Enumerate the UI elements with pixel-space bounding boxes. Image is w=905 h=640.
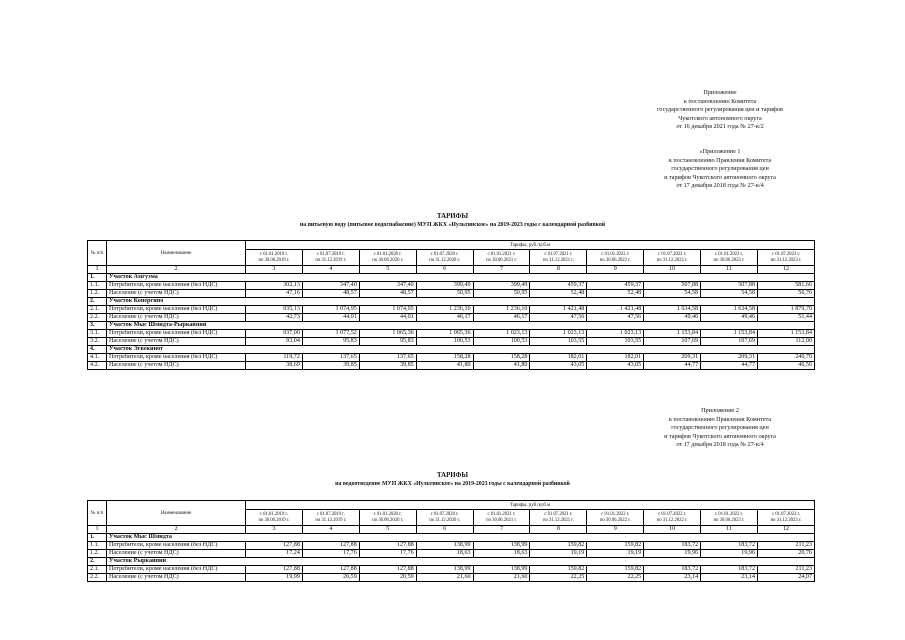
tariff-value: 1 065,36 — [416, 330, 473, 338]
appendix-line: Приложение 2 — [701, 407, 739, 414]
appendix-line: к постановлению Комитета — [683, 97, 757, 105]
column-index-row — [88, 266, 815, 274]
row-number: 3.1. — [88, 330, 107, 338]
section-title: Участок Мыс Шмидта-Рыркайпий — [107, 322, 815, 330]
tariff-value: 138,99 — [416, 566, 473, 574]
tariff-value: 107,69 — [644, 338, 701, 346]
tariff-value: 137,65 — [359, 354, 416, 362]
tariff-group-header: Тарифы, руб./куб.м — [246, 501, 815, 510]
tariff-value: 54,58 — [701, 290, 758, 298]
tariff-value: 39,85 — [302, 362, 359, 370]
period-header: с 01.07.2019 г. по 31.12.2019 г. — [302, 250, 359, 266]
tariff-value: 21,60 — [473, 574, 530, 582]
tariff-value: 93,04 — [246, 338, 303, 346]
index-cell: 8 — [530, 266, 587, 274]
table-row — [88, 314, 815, 322]
appendix-line: к постановлению Правления Комитета — [668, 415, 772, 423]
tariff-value: 1 421,48 — [587, 306, 644, 314]
section-row — [88, 346, 815, 354]
tariff-value: 119,72 — [246, 354, 303, 362]
tariff-value: 51,44 — [758, 314, 815, 322]
index-cell: 7 — [473, 266, 530, 274]
row-number: 1.1. — [88, 282, 107, 290]
column-index-row — [88, 526, 815, 534]
section-row — [88, 322, 815, 330]
tariff-value: 47,56 — [530, 314, 587, 322]
tariff-value: 43,05 — [530, 362, 587, 370]
tariff-value: 1 634,58 — [701, 306, 758, 314]
tariff-value: 183,72 — [644, 566, 701, 574]
index-cell: 4 — [302, 266, 359, 274]
tariff-value: 49,46 — [644, 314, 701, 322]
tariff-value: 100,53 — [473, 338, 530, 346]
index-cell: 12 — [758, 526, 815, 534]
tariff-value: 209,31 — [644, 354, 701, 362]
table-row — [88, 362, 815, 370]
row-number: 1.1. — [88, 542, 107, 550]
tariff-value: 17,24 — [246, 550, 303, 558]
tariff-value: 1 153,84 — [644, 330, 701, 338]
row-name: Потребители, кроме населения (без НДС) — [107, 306, 246, 314]
index-cell: 10 — [644, 266, 701, 274]
period-header: с 01.01.2021 г. по 30.06.2021 г. — [473, 250, 530, 266]
table-row — [88, 354, 815, 362]
appendix1-note — [625, 148, 815, 191]
tariff-value: 211,23 — [758, 542, 815, 550]
appendix-line: государственного регулирования цен — [671, 165, 769, 173]
tariff-value: 52,48 — [587, 290, 644, 298]
appendix-line: государственного регулирования цен — [671, 424, 769, 432]
index-cell: 5 — [359, 266, 416, 274]
appendix-line: государственного регулирования цен и тарифов — [657, 106, 783, 114]
appendix-line: и тарифов Чукотского автономного округа — [664, 432, 776, 440]
tariff-value: 54,58 — [644, 290, 701, 298]
sewerage-tariff-table — [87, 500, 815, 582]
period-header: с 01.01.2023 г. по 30.06.2023 г. — [701, 510, 758, 526]
table-row — [88, 566, 815, 574]
col-name-header: Наименование — [107, 501, 246, 526]
tariff-value: 1 236,10 — [416, 306, 473, 314]
col-name-header: Наименование — [107, 241, 246, 266]
row-number: 2.2. — [88, 574, 107, 582]
appendix2-note — [625, 407, 815, 450]
appendix-line: от 17 декабря 2018 года № 27-к/4 — [676, 182, 764, 190]
tariff-value: 1 153,84 — [758, 330, 815, 338]
tariff-value: 48,57 — [359, 290, 416, 298]
tariff-value: 22,25 — [530, 574, 587, 582]
tariff-value: 17,76 — [302, 550, 359, 558]
row-number: 1.2. — [88, 550, 107, 558]
tariff-value: 23,14 — [701, 574, 758, 582]
row-name: Население (с учетом НДС) — [107, 362, 246, 370]
period-header: с 01.01.2022 г. по 30.06.2022 г. — [587, 250, 644, 266]
period-header: с 01.01.2020 г. по 30.06.2020 г. — [359, 250, 416, 266]
index-cell: 3 — [246, 266, 303, 274]
index-cell: 8 — [530, 526, 587, 534]
tariff-value: 20,59 — [302, 574, 359, 582]
row-number: 3. — [88, 322, 107, 330]
index-cell: 4 — [302, 526, 359, 534]
tariff-value: 1 023,13 — [530, 330, 587, 338]
tariff-value: 127,88 — [302, 542, 359, 550]
tariff-value: 158,28 — [416, 354, 473, 362]
tariff-value: 48,57 — [302, 290, 359, 298]
index-cell: 2 — [107, 526, 246, 534]
appendix-line: Приложение — [703, 89, 737, 96]
tariff-value: 159,82 — [587, 566, 644, 574]
tariff-value: 44,77 — [701, 362, 758, 370]
period-header: с 01.07.2021 г. по 31.12.2021 г. — [530, 510, 587, 526]
period-header: с 01.01.2021 г. по 30.06.2021 г. — [473, 510, 530, 526]
tariff-value: 47,56 — [587, 314, 644, 322]
index-cell: 1 — [88, 266, 107, 274]
tariff-value: 937,00 — [246, 330, 303, 338]
tariff-value: 46,17 — [416, 314, 473, 322]
index-cell: 6 — [416, 526, 473, 534]
tariff-value: 44,01 — [359, 314, 416, 322]
tariff-value: 347,40 — [302, 282, 359, 290]
appendix-line: и тарифов Чукотского автономного округа — [664, 173, 776, 181]
table-row — [88, 290, 815, 298]
tariff-value: 21,60 — [416, 574, 473, 582]
tariff-value: 127,88 — [246, 542, 303, 550]
row-name: Потребители, кроме населения (без НДС) — [107, 330, 246, 338]
index-cell: 11 — [701, 526, 758, 534]
period-header: с 01.01.2022 г. по 30.06.2022 г. — [587, 510, 644, 526]
table1-subtitle: на питьевую воду (питьевое водоснабжение) МУП ЖКХ «Иультинское» на 2019-2023 годы с календарной разбивкой — [299, 222, 606, 228]
period-header: с 01.07.2022 г. по 31.12.2022 г. — [644, 510, 701, 526]
appendix-top-note — [625, 89, 815, 132]
section-row — [88, 558, 815, 566]
tariff-value: 38,69 — [246, 362, 303, 370]
section-title: Участок Мыс Шмидта — [107, 534, 815, 542]
tariff-value: 46,56 — [758, 362, 815, 370]
tariff-value: 103,55 — [530, 338, 587, 346]
table1-heading — [0, 212, 905, 229]
index-cell: 9 — [587, 526, 644, 534]
row-name: Население (с учетом НДС) — [107, 550, 246, 558]
tariff-value: 1 153,84 — [701, 330, 758, 338]
tariff-value: 138,99 — [416, 542, 473, 550]
tariff-value: 1 077,52 — [302, 330, 359, 338]
row-number: 4. — [88, 346, 107, 354]
tariff-value: 159,82 — [587, 542, 644, 550]
period-header: с 01.07.2019 г. по 31.12.2019 г. — [302, 510, 359, 526]
index-cell: 12 — [758, 266, 815, 274]
row-number: 2.1. — [88, 306, 107, 314]
table2-heading — [0, 471, 905, 488]
index-cell: 7 — [473, 526, 530, 534]
tariff-value: 240,70 — [758, 354, 815, 362]
period-header: с 01.07.2023 г. по 31.12.2023 г. — [758, 250, 815, 266]
tariff-value: 581,66 — [758, 282, 815, 290]
period-header: с 01.07.2023 г. по 31.12.2023 г. — [758, 510, 815, 526]
row-name: Потребители, кроме населения (без НДС) — [107, 566, 246, 574]
tariff-value: 49,46 — [701, 314, 758, 322]
row-number: 4.2. — [88, 362, 107, 370]
tariff-value: 1 023,13 — [473, 330, 530, 338]
tariff-value: 1 879,70 — [758, 306, 815, 314]
tariff-value: 138,99 — [473, 566, 530, 574]
tariff-value: 507,88 — [701, 282, 758, 290]
table2-title: ТАРИФЫ — [436, 472, 469, 479]
tariff-value: 107,69 — [701, 338, 758, 346]
tariff-value: 22,25 — [587, 574, 644, 582]
tariff-value: 1 023,13 — [587, 330, 644, 338]
row-name: Население (с учетом НДС) — [107, 314, 246, 322]
tariff-value: 103,55 — [587, 338, 644, 346]
row-name: Население (с учетом НДС) — [107, 290, 246, 298]
tariff-value: 19,96 — [644, 550, 701, 558]
tariff-value: 19,19 — [530, 550, 587, 558]
water-tariff-table — [87, 240, 815, 370]
row-number: 2.2. — [88, 314, 107, 322]
table2-subtitle: на водоотведение МУП ЖКХ «Иультинское» на 2019-2023 годы с календарной разбивкой — [335, 481, 570, 487]
row-number: 1.2. — [88, 290, 107, 298]
tariff-value: 95,83 — [359, 338, 416, 346]
tariff-value: 56,76 — [758, 290, 815, 298]
tariff-value: 41,80 — [473, 362, 530, 370]
tariff-value: 211,23 — [758, 566, 815, 574]
section-row — [88, 298, 815, 306]
table-row — [88, 338, 815, 346]
section-row — [88, 274, 815, 282]
tariff-value: 459,37 — [530, 282, 587, 290]
table1-body — [88, 274, 815, 370]
tariff-value: 43,05 — [587, 362, 644, 370]
tariff-value: 95,83 — [302, 338, 359, 346]
tariff-value: 507,88 — [644, 282, 701, 290]
tariff-value: 138,99 — [473, 542, 530, 550]
index-cell: 3 — [246, 526, 303, 534]
row-name: Потребители, кроме населения (без НДС) — [107, 282, 246, 290]
tariff-value: 20,76 — [758, 550, 815, 558]
tariff-value: 19,96 — [701, 550, 758, 558]
tariff-value: 209,31 — [701, 354, 758, 362]
tariff-value: 127,88 — [302, 566, 359, 574]
tariff-value: 39,85 — [359, 362, 416, 370]
tariff-value: 302,13 — [246, 282, 303, 290]
tariff-value: 100,53 — [416, 338, 473, 346]
row-name: Потребители, кроме населения (без НДС) — [107, 354, 246, 362]
period-header: с 01.01.2019 г. по 30.06.2019 г. — [246, 510, 303, 526]
table-row — [88, 550, 815, 558]
period-header: с 01.07.2020 г. по 31.12.2020 г. — [416, 250, 473, 266]
index-cell: 10 — [644, 526, 701, 534]
col-number-header: № п/п — [88, 501, 107, 526]
tariff-value: 183,72 — [644, 542, 701, 550]
row-name: Население (с учетом НДС) — [107, 574, 246, 582]
tariff-value: 1 421,48 — [530, 306, 587, 314]
table2-body — [88, 534, 815, 582]
tariff-value: 50,95 — [473, 290, 530, 298]
index-cell: 9 — [587, 266, 644, 274]
tariff-value: 52,48 — [530, 290, 587, 298]
tariff-group-header: Тарифы, руб./куб.м — [246, 241, 815, 250]
period-header: с 01.07.2020 г. по 31.12.2020 г. — [416, 510, 473, 526]
period-header: с 01.01.2019 г. по 30.06.2019 г. — [246, 250, 303, 266]
tariff-value: 183,72 — [701, 566, 758, 574]
appendix-line: «Приложение 1 — [699, 148, 741, 155]
appendix-line: Чукотского автономного округа — [678, 114, 762, 122]
row-number: 4.1. — [88, 354, 107, 362]
tariff-value: 1 074,95 — [302, 306, 359, 314]
tariff-value: 18,63 — [473, 550, 530, 558]
row-number: 3.2. — [88, 338, 107, 346]
section-title: Участок Конергино — [107, 298, 815, 306]
row-number: 2.1. — [88, 566, 107, 574]
tariff-value: 1 074,95 — [359, 306, 416, 314]
appendix-line: от 16 декабря 2021 года № 27-к/2 — [676, 123, 764, 131]
index-cell: 11 — [701, 266, 758, 274]
tariff-value: 44,01 — [302, 314, 359, 322]
section-row — [88, 534, 815, 542]
tariff-value: 42,73 — [246, 314, 303, 322]
tariff-value: 935,13 — [246, 306, 303, 314]
row-number: 1. — [88, 534, 107, 542]
tariff-value: 46,17 — [473, 314, 530, 322]
appendix-line: от 17 декабря 2018 года № 27-к/4 — [676, 441, 764, 449]
appendix-line: к постановлению Правления Комитета — [668, 156, 772, 164]
table-row — [88, 574, 815, 582]
tariff-value: 19,99 — [246, 574, 303, 582]
tariff-value: 1 236,10 — [473, 306, 530, 314]
section-title: Участок Рыркайпий — [107, 558, 815, 566]
tariff-value: 18,63 — [416, 550, 473, 558]
index-cell: 6 — [416, 266, 473, 274]
table-row — [88, 542, 815, 550]
period-header: с 01.01.2020 г. по 30.06.2020 г. — [359, 510, 416, 526]
period-header: с 01.07.2021 г. по 31.12.2021 г. — [530, 250, 587, 266]
period-header: с 01.01.2023 г. по 30.06.2023 г. — [701, 250, 758, 266]
tariff-value: 183,72 — [701, 542, 758, 550]
row-number: 1. — [88, 274, 107, 282]
tariff-value: 20,59 — [359, 574, 416, 582]
section-title: Участок Эгвекинот — [107, 346, 815, 354]
tariff-value: 112,00 — [758, 338, 815, 346]
tariff-value: 1 634,58 — [644, 306, 701, 314]
tariff-value: 47,16 — [246, 290, 303, 298]
table-row — [88, 306, 815, 314]
tariff-value: 19,19 — [587, 550, 644, 558]
tariff-value: 159,82 — [530, 542, 587, 550]
section-title: Участок Амгуэма — [107, 274, 815, 282]
tariff-value: 24,07 — [758, 574, 815, 582]
index-cell: 1 — [88, 526, 107, 534]
tariff-value: 347,40 — [359, 282, 416, 290]
tariff-value: 182,01 — [530, 354, 587, 362]
tariff-value: 127,88 — [246, 566, 303, 574]
tariff-value: 399,49 — [416, 282, 473, 290]
table-row — [88, 330, 815, 338]
tariff-value: 399,49 — [473, 282, 530, 290]
tariff-value: 127,88 — [359, 542, 416, 550]
tariff-value: 137,65 — [302, 354, 359, 362]
tariff-value: 44,77 — [644, 362, 701, 370]
row-number: 2. — [88, 298, 107, 306]
index-cell: 2 — [107, 266, 246, 274]
tariff-value: 459,37 — [587, 282, 644, 290]
row-number: 2. — [88, 558, 107, 566]
tariff-value: 182,01 — [587, 354, 644, 362]
period-header: с 01.07.2022 г. по 31.12.2022 г. — [644, 250, 701, 266]
tariff-value: 41,80 — [416, 362, 473, 370]
table1-title: ТАРИФЫ — [436, 213, 469, 220]
tariff-value: 127,88 — [359, 566, 416, 574]
row-name: Население (с учетом НДС) — [107, 338, 246, 346]
tariff-value: 50,95 — [416, 290, 473, 298]
tariff-value: 23,14 — [644, 574, 701, 582]
tariff-value: 1 065,36 — [359, 330, 416, 338]
row-name: Потребители, кроме населения (без НДС) — [107, 542, 246, 550]
tariff-value: 159,82 — [530, 566, 587, 574]
col-number-header: № п/п — [88, 241, 107, 266]
tariff-value: 17,76 — [359, 550, 416, 558]
index-cell: 5 — [359, 526, 416, 534]
tariff-value: 158,28 — [473, 354, 530, 362]
table-row — [88, 282, 815, 290]
